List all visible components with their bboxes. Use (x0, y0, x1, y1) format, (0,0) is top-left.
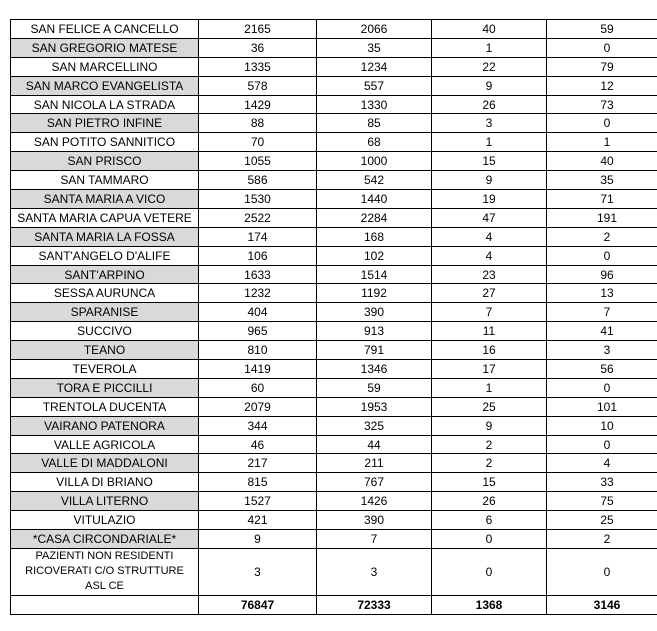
value-cell-a: 810 (199, 341, 317, 360)
table-row (11, 265, 657, 284)
municipality-cell: SAN TAMMARO (11, 171, 199, 190)
value-cell-a: 1335 (199, 57, 317, 76)
value-cell-d: 13 (547, 284, 657, 303)
value-cell-d: 2 (547, 530, 657, 549)
municipality-cell: SANTA MARIA A VICO (11, 190, 199, 209)
table-row (11, 397, 657, 416)
value-cell-b: 59 (317, 378, 432, 397)
value-cell-c: 2 (432, 435, 547, 454)
table-row (11, 133, 657, 152)
value-cell-d: 10 (547, 416, 657, 435)
table-row (11, 473, 657, 492)
table-row (11, 284, 657, 303)
table-row (11, 548, 657, 595)
value-cell-b: 913 (317, 322, 432, 341)
value-cell-b: 1000 (317, 152, 432, 171)
value-cell-d: 0 (547, 378, 657, 397)
value-cell-b: 542 (317, 171, 432, 190)
municipality-cell: SANT'ANGELO D'ALIFE (11, 246, 199, 265)
municipality-cell: SAN FELICE A CANCELLO (11, 20, 199, 39)
value-cell-b: 7 (317, 530, 432, 549)
value-cell-d: 3146 (547, 595, 657, 614)
municipality-cell: *CASA CIRCONDARIALE* (11, 530, 199, 549)
value-cell-c: 1 (432, 133, 547, 152)
table-row (11, 114, 657, 133)
value-cell-b: 390 (317, 511, 432, 530)
value-cell-d: 0 (547, 548, 657, 595)
value-cell-c: 1368 (432, 595, 547, 614)
value-cell-c: 4 (432, 246, 547, 265)
value-cell-c: 25 (432, 397, 547, 416)
value-cell-c: 4 (432, 227, 547, 246)
value-cell-d: 79 (547, 57, 657, 76)
municipality-cell: VALLE AGRICOLA (11, 435, 199, 454)
value-cell-d: 40 (547, 152, 657, 171)
value-cell-c: 7 (432, 303, 547, 322)
value-cell-a: 1429 (199, 95, 317, 114)
value-cell-d: 3 (547, 341, 657, 360)
value-cell-c: 16 (432, 341, 547, 360)
table-row (11, 530, 657, 549)
value-cell-b: 35 (317, 38, 432, 57)
municipality-cell: SAN GREGORIO MATESE (11, 38, 199, 57)
value-cell-b: 72333 (317, 595, 432, 614)
value-cell-d: 71 (547, 190, 657, 209)
value-cell-a: 36 (199, 38, 317, 57)
value-cell-c: 47 (432, 208, 547, 227)
value-cell-c: 0 (432, 548, 547, 595)
table-row (11, 360, 657, 379)
value-cell-a: 88 (199, 114, 317, 133)
value-cell-c: 1 (432, 378, 547, 397)
value-cell-d: 12 (547, 76, 657, 95)
value-cell-b: 1330 (317, 95, 432, 114)
value-cell-d: 101 (547, 397, 657, 416)
value-cell-a: 1527 (199, 492, 317, 511)
value-cell-c: 6 (432, 511, 547, 530)
value-cell-a: 2079 (199, 397, 317, 416)
table-row (11, 435, 657, 454)
value-cell-b: 2284 (317, 208, 432, 227)
value-cell-a: 344 (199, 416, 317, 435)
table-body (11, 20, 657, 615)
table-row (11, 303, 657, 322)
value-cell-a: 1232 (199, 284, 317, 303)
table-row (11, 57, 657, 76)
value-cell-d: 2 (547, 227, 657, 246)
municipality-cell: VAIRANO PATENORA (11, 416, 199, 435)
value-cell-b: 85 (317, 114, 432, 133)
municipality-cell: TORA E PICCILLI (11, 378, 199, 397)
value-cell-d: 0 (547, 246, 657, 265)
value-cell-c: 15 (432, 152, 547, 171)
value-cell-d: 35 (547, 171, 657, 190)
value-cell-b: 68 (317, 133, 432, 152)
table-row (11, 246, 657, 265)
value-cell-d: 25 (547, 511, 657, 530)
value-cell-a: 76847 (199, 595, 317, 614)
municipality-cell (11, 595, 199, 614)
municipality-cell: SESSA AURUNCA (11, 284, 199, 303)
value-cell-b: 1234 (317, 57, 432, 76)
value-cell-b: 44 (317, 435, 432, 454)
value-cell-a: 9 (199, 530, 317, 549)
table-row (11, 378, 657, 397)
value-cell-a: 586 (199, 171, 317, 190)
value-cell-c: 23 (432, 265, 547, 284)
value-cell-d: 41 (547, 322, 657, 341)
table-row (11, 341, 657, 360)
value-cell-c: 22 (432, 57, 547, 76)
value-cell-d: 33 (547, 473, 657, 492)
value-cell-c: 9 (432, 76, 547, 95)
municipality-cell: TEVEROLA (11, 360, 199, 379)
value-cell-a: 1055 (199, 152, 317, 171)
value-cell-b: 1346 (317, 360, 432, 379)
table-row (11, 492, 657, 511)
value-cell-a: 1633 (199, 265, 317, 284)
value-cell-a: 421 (199, 511, 317, 530)
value-cell-d: 73 (547, 95, 657, 114)
value-cell-c: 2 (432, 454, 547, 473)
value-cell-d: 56 (547, 360, 657, 379)
value-cell-c: 15 (432, 473, 547, 492)
value-cell-a: 815 (199, 473, 317, 492)
value-cell-b: 1440 (317, 190, 432, 209)
value-cell-b: 767 (317, 473, 432, 492)
value-cell-c: 26 (432, 492, 547, 511)
table-row (11, 511, 657, 530)
municipality-cell: SAN POTITO SANNITICO (11, 133, 199, 152)
data-table (10, 19, 657, 615)
value-cell-a: 106 (199, 246, 317, 265)
table-row (11, 20, 657, 39)
municipality-cell: TEANO (11, 341, 199, 360)
value-cell-b: 2066 (317, 20, 432, 39)
value-cell-d: 4 (547, 454, 657, 473)
table-row (11, 208, 657, 227)
municipality-cell: SAN MARCELLINO (11, 57, 199, 76)
municipality-cell: TRENTOLA DUCENTA (11, 397, 199, 416)
value-cell-b: 557 (317, 76, 432, 95)
value-cell-b: 325 (317, 416, 432, 435)
totals-row (11, 595, 657, 614)
value-cell-d: 0 (547, 435, 657, 454)
municipality-cell: VITULAZIO (11, 511, 199, 530)
municipality-cell: SAN MARCO EVANGELISTA (11, 76, 199, 95)
value-cell-a: 1530 (199, 190, 317, 209)
value-cell-a: 578 (199, 76, 317, 95)
value-cell-b: 211 (317, 454, 432, 473)
value-cell-a: 404 (199, 303, 317, 322)
table-row (11, 38, 657, 57)
value-cell-b: 390 (317, 303, 432, 322)
value-cell-d: 7 (547, 303, 657, 322)
value-cell-a: 174 (199, 227, 317, 246)
value-cell-b: 1953 (317, 397, 432, 416)
value-cell-a: 46 (199, 435, 317, 454)
value-cell-a: 2522 (199, 208, 317, 227)
table-row (11, 171, 657, 190)
value-cell-c: 27 (432, 284, 547, 303)
value-cell-c: 17 (432, 360, 547, 379)
value-cell-d: 0 (547, 114, 657, 133)
value-cell-c: 11 (432, 322, 547, 341)
value-cell-b: 102 (317, 246, 432, 265)
municipality-cell: VILLA LITERNO (11, 492, 199, 511)
municipality-cell: VILLA DI BRIANO (11, 473, 199, 492)
value-cell-a: 965 (199, 322, 317, 341)
value-cell-a: 1419 (199, 360, 317, 379)
table-row (11, 454, 657, 473)
municipality-cell: SAN NICOLA LA STRADA (11, 95, 199, 114)
value-cell-c: 19 (432, 190, 547, 209)
municipality-cell: PAZIENTI NON RESIDENTI RICOVERATI C/O STRUTTURE ASL CE (11, 548, 199, 595)
value-cell-b: 1426 (317, 492, 432, 511)
value-cell-c: 0 (432, 530, 547, 549)
value-cell-b: 168 (317, 227, 432, 246)
value-cell-b: 1514 (317, 265, 432, 284)
value-cell-a: 2165 (199, 20, 317, 39)
municipality-cell: SPARANISE (11, 303, 199, 322)
municipality-cell: SAN PIETRO INFINE (11, 114, 199, 133)
value-cell-a: 3 (199, 548, 317, 595)
value-cell-d: 191 (547, 208, 657, 227)
value-cell-d: 1 (547, 133, 657, 152)
municipality-cell: SAN PRISCO (11, 152, 199, 171)
value-cell-d: 96 (547, 265, 657, 284)
table-row (11, 76, 657, 95)
value-cell-d: 0 (547, 38, 657, 57)
municipality-cell: VALLE DI MADDALONI (11, 454, 199, 473)
value-cell-d: 59 (547, 20, 657, 39)
value-cell-c: 9 (432, 171, 547, 190)
value-cell-b: 3 (317, 548, 432, 595)
value-cell-b: 791 (317, 341, 432, 360)
municipality-cell: SUCCIVO (11, 322, 199, 341)
municipality-cell: SANTA MARIA LA FOSSA (11, 227, 199, 246)
table-row (11, 416, 657, 435)
value-cell-a: 60 (199, 378, 317, 397)
value-cell-b: 1192 (317, 284, 432, 303)
value-cell-c: 9 (432, 416, 547, 435)
table-row (11, 95, 657, 114)
value-cell-d: 75 (547, 492, 657, 511)
municipality-cell: SANT'ARPINO (11, 265, 199, 284)
value-cell-c: 26 (432, 95, 547, 114)
municipality-cell: SANTA MARIA CAPUA VETERE (11, 208, 199, 227)
table-row (11, 322, 657, 341)
value-cell-a: 217 (199, 454, 317, 473)
table-row (11, 152, 657, 171)
value-cell-c: 40 (432, 20, 547, 39)
table-row (11, 227, 657, 246)
table-row (11, 190, 657, 209)
value-cell-a: 70 (199, 133, 317, 152)
value-cell-c: 1 (432, 38, 547, 57)
value-cell-c: 3 (432, 114, 547, 133)
